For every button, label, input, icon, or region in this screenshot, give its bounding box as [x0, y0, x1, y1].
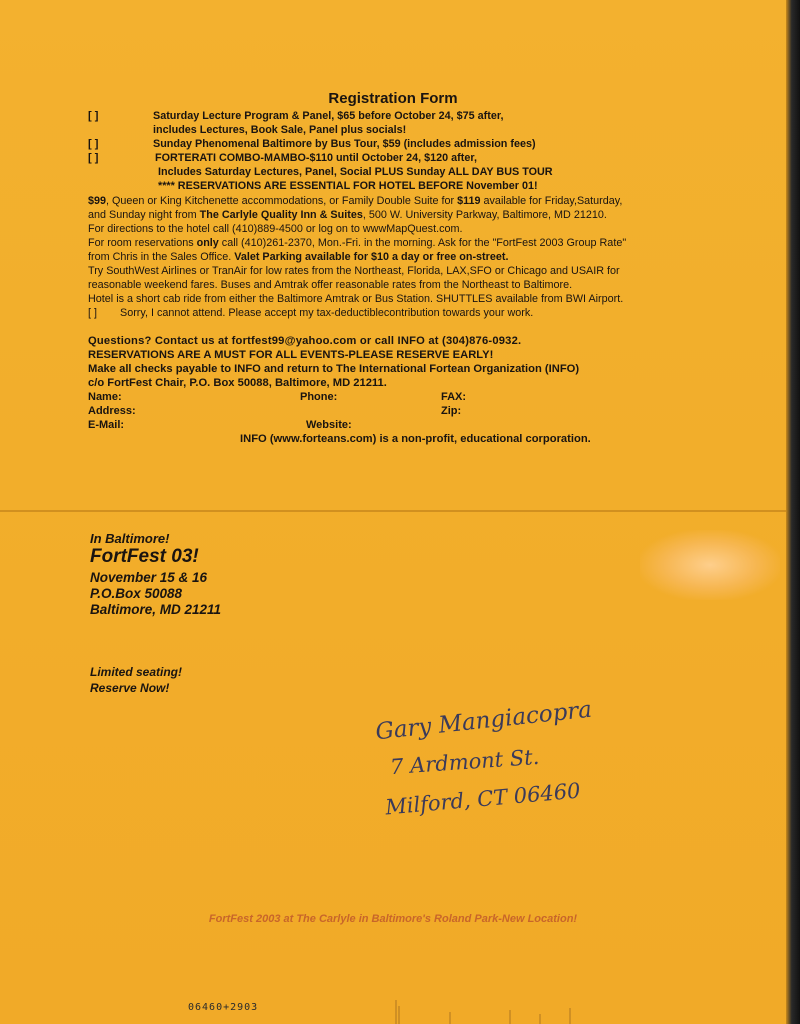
checkbox-sunday-tour[interactable]: [ ] [88, 138, 99, 150]
hw-line-name: Gary Mangiacopra [374, 696, 594, 746]
zip-field-label: Zip: [441, 405, 462, 417]
postal-barcode-ticks [390, 996, 590, 1024]
airline-info: Try SouthWest Airlines or TranAir for low rates from the Northeast, Florida, LAX,SFO or Chicago and USAIR for [88, 265, 620, 277]
checkbox-saturday[interactable]: [ ] [88, 110, 99, 122]
hw-line-street: 7 Ardmont St. [389, 744, 541, 780]
fax-field-label: FAX: [441, 391, 467, 403]
scan-edge [786, 0, 800, 1024]
mailer-city: Baltimore, MD 21211 [90, 602, 222, 617]
mailer-dates: November 15 & 16 [90, 570, 208, 585]
decline-text: Sorry, I cannot attend. Please accept my tax-deductiblecontribution towards your work. [120, 307, 534, 319]
hotel-directions: For directions to the hotel call (410)889-4500 or log on to wwwMapQuest.com. [88, 223, 463, 235]
limited-seating: Limited seating! [90, 665, 183, 679]
option-saturday-line1: Saturday Lecture Program & Panel, $65 before October 24, $75 after, [153, 110, 504, 122]
phone-field-label: Phone: [300, 391, 338, 403]
option-saturday-line2: includes Lectures, Book Sale, Panel plus socials! [153, 124, 407, 136]
postal-zip-print: 06460+2903 [188, 1002, 259, 1013]
option-combo-line1: FORTERATI COMBO-MAMBO-$110 until October 24, $120 after, [155, 152, 477, 164]
shuttle-info: Hotel is a short cab ride from either the Baltimore Amtrak or Bus Station. SHUTTLES available from BWI Airport. [88, 293, 624, 305]
contact-line: Questions? Contact us at fortfest99@yahoo.com or call INFO at (304)876-0932. [88, 335, 522, 347]
hotel-name: The Carlyle Quality Inn & Suites [199, 209, 363, 221]
hotel-line-1: $99, Queen or King Kitchenette accommodations, or Family Double Suite for $119 available for Friday,Saturday, [88, 195, 623, 207]
checks-payable: Make all checks payable to INFO and return to The International Fortean Organization (INFO) [88, 363, 580, 375]
checkbox-combo[interactable]: [ ] [88, 152, 99, 164]
form-title: Registration Form [328, 90, 458, 107]
decline-checkbox[interactable]: [ ] [88, 307, 97, 319]
footer-tagline: FortFest 2003 at The Carlyle in Baltimore's Roland Park-New Location! [208, 913, 578, 925]
mailing-address: c/o FortFest Chair, P.O. Box 50088, Baltimore, MD 21211. [88, 377, 387, 389]
handwritten-address [360, 696, 680, 830]
option-combo-line2: Includes Saturday Lectures, Panel, Social PLUS Sunday ALL DAY BUS TOUR [158, 166, 553, 178]
website-field-label: Website: [306, 419, 352, 431]
name-field-label: Name: [88, 391, 122, 403]
hotel-line-2: and Sunday night from The Carlyle Quality Inn & Suites, 500 W. University Parkway, Baltimore, MD 21210. [88, 209, 607, 221]
paper-stain [640, 530, 780, 600]
fold-crease [0, 510, 786, 512]
reservation-notice: **** RESERVATIONS ARE ESSENTIAL FOR HOTEL BEFORE November 01! [158, 180, 538, 192]
nonprofit-statement: INFO (www.forteans.com) is a non-profit, educational corporation. [240, 433, 591, 445]
bus-amtrak-info: reasonable weekend fares. Buses and Amtrak offer reasonable rates from the Northeast to Baltimore. [88, 279, 573, 291]
reserve-now: Reserve Now! [90, 681, 170, 695]
email-field-label: E-Mail: [88, 419, 125, 431]
option-sunday-line1: Sunday Phenomenal Baltimore by Bus Tour, $59 (includes admission fees) [153, 138, 536, 150]
hotel-price-99: $99 [88, 195, 107, 207]
reserve-early: RESERVATIONS ARE A MUST FOR ALL EVENTS-PLEASE RESERVE EARLY! [88, 349, 494, 361]
address-field-label: Address: [88, 405, 136, 417]
hotel-reservations: For room reservations only call (410)261-2370, Mon.-Fri. in the morning. Ask for the "FortFest 2003 Group Rate" [88, 237, 627, 249]
parking-info: from Chris in the Sales Office. Valet Parking available for $10 a day or free on-street. [88, 251, 509, 263]
mailer-po-box: P.O.Box 50088 [90, 586, 183, 601]
mailer-kicker: In Baltimore! [90, 531, 170, 546]
hw-line-city: Milford, CT 06460 [384, 778, 582, 820]
mailer-event-title: FortFest 03! [90, 546, 199, 567]
hotel-price-119: $119 [457, 195, 481, 207]
